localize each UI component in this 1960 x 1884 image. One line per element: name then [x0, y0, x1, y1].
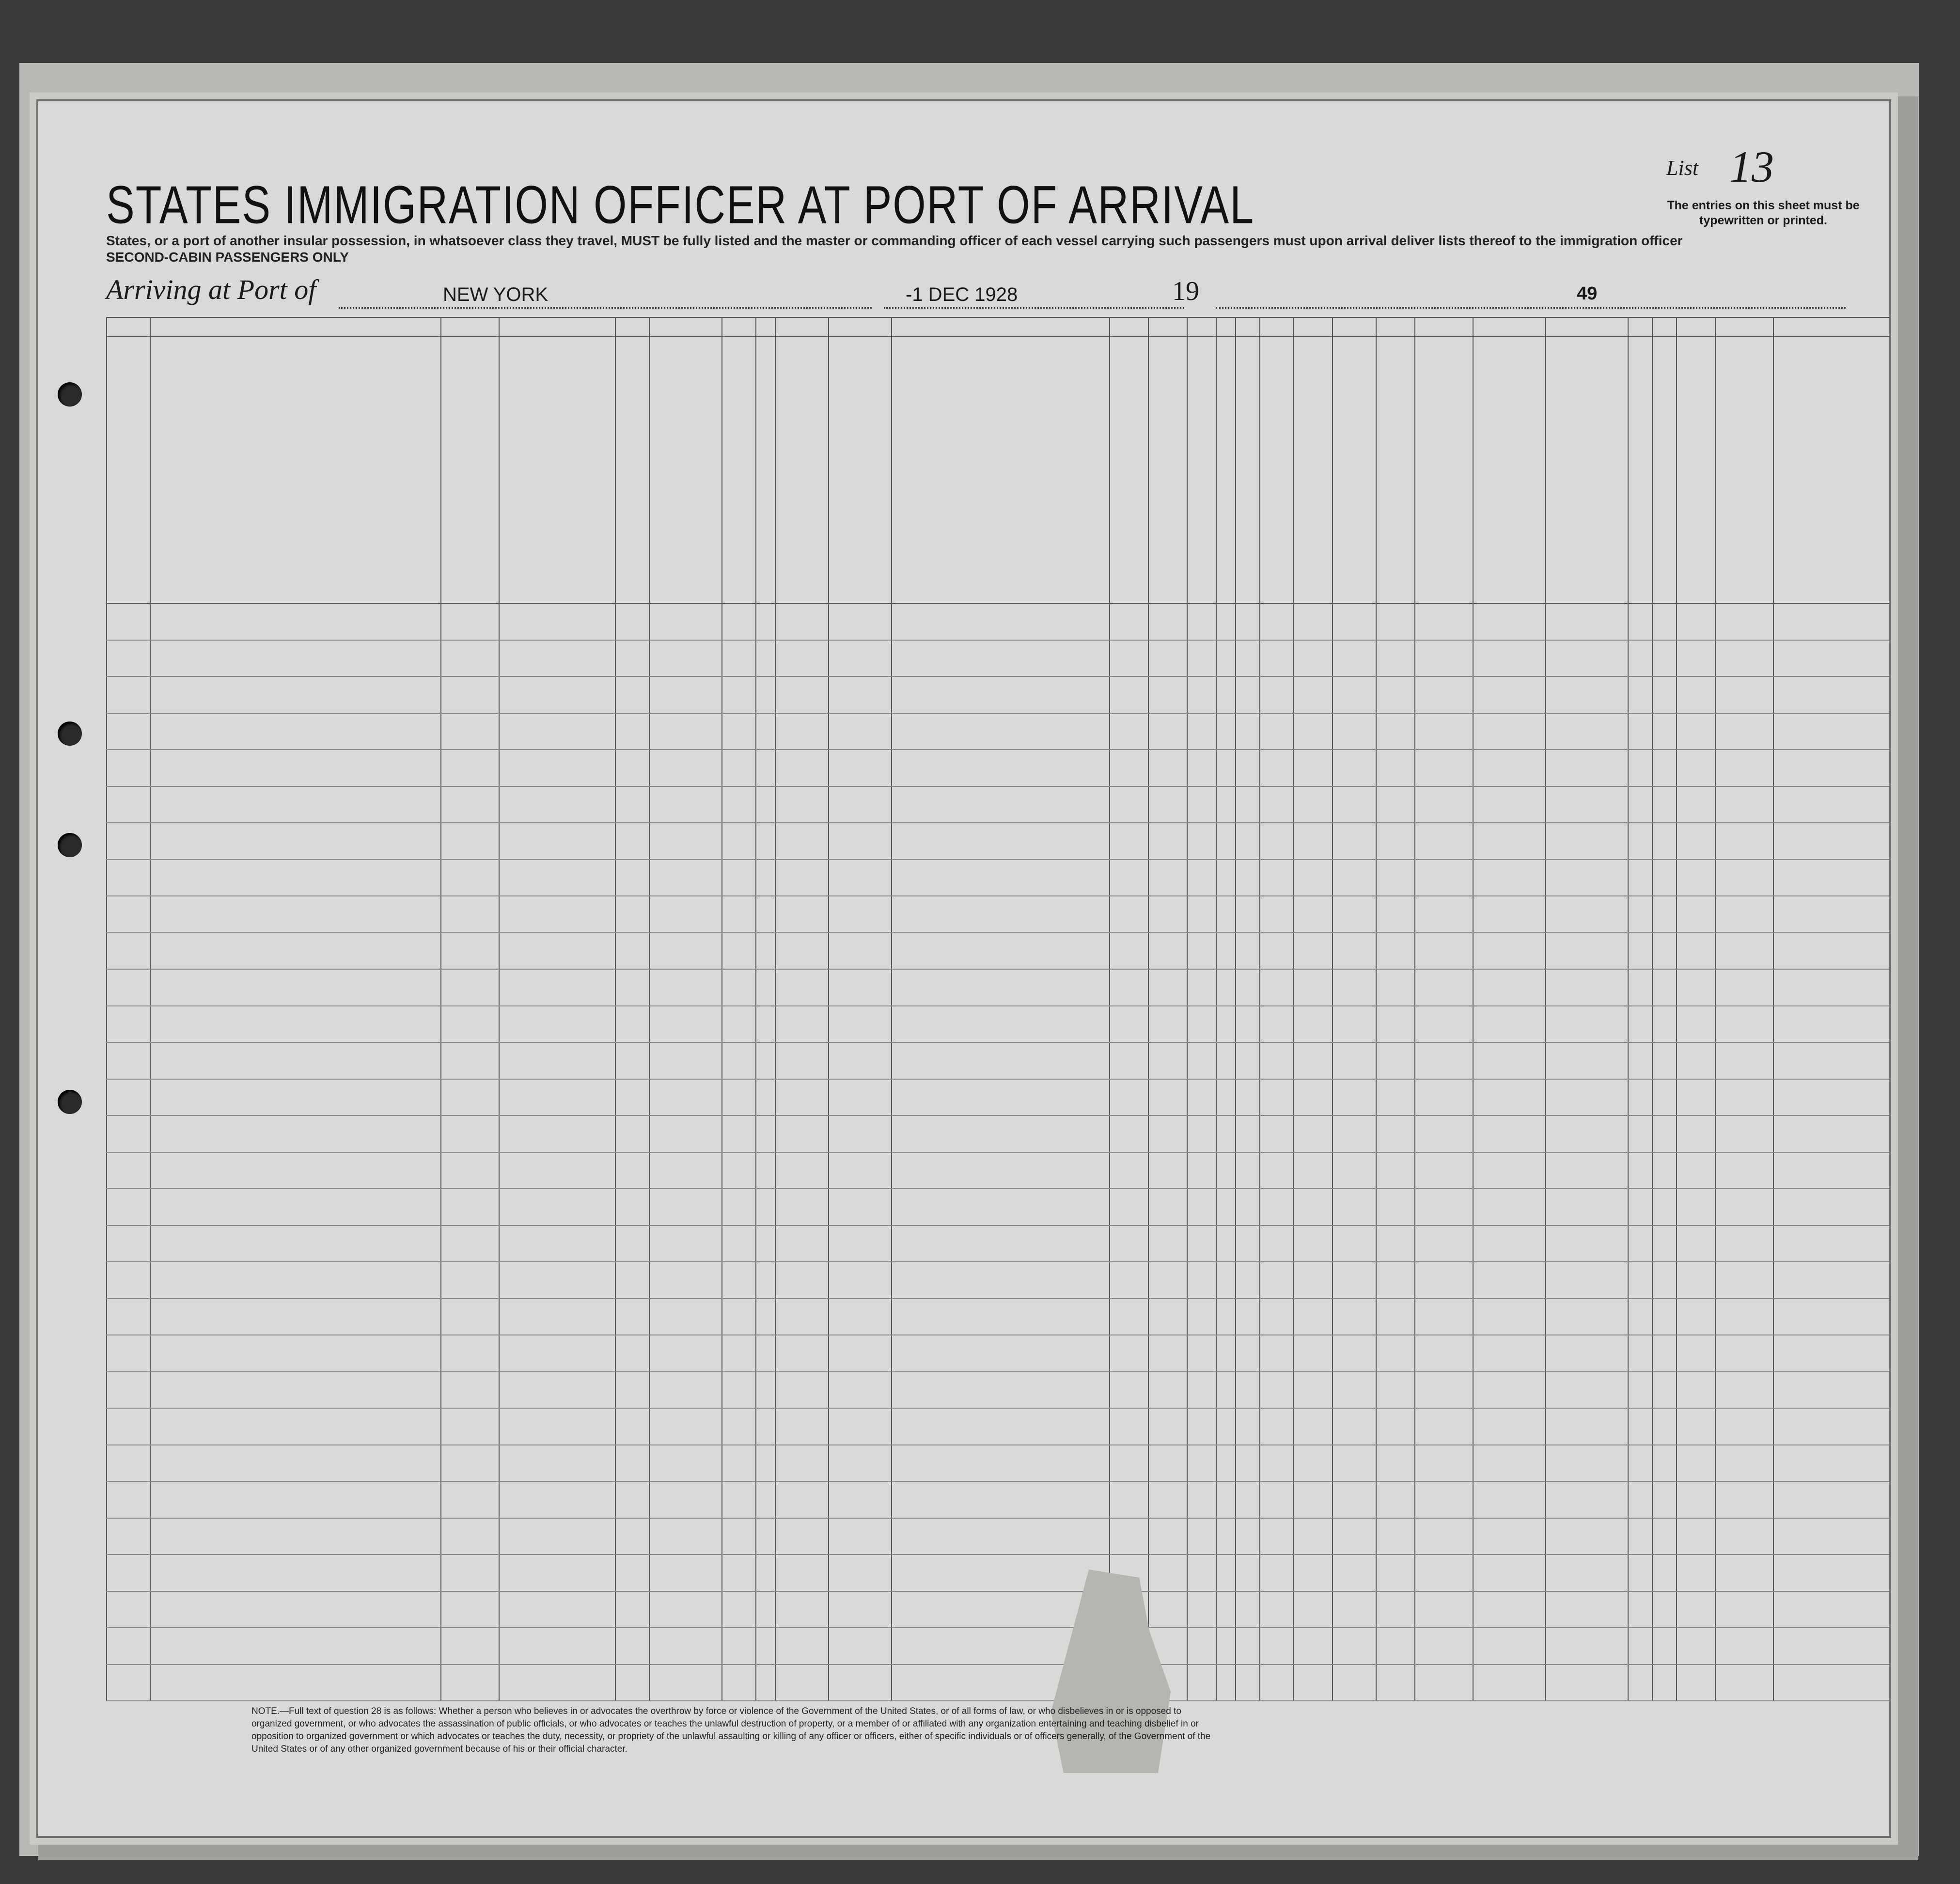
- arrival-date: -1 DEC 1928: [906, 284, 1018, 305]
- table-row-rule: [106, 1664, 1891, 1665]
- table-row-rule: [106, 1261, 1891, 1262]
- table-column-rule: [1332, 317, 1333, 1700]
- year-prefix: 19: [1172, 276, 1199, 306]
- table-column-rule: [1259, 317, 1260, 1700]
- table-row-rule: [106, 786, 1891, 787]
- table-column-rule: [150, 317, 151, 1700]
- table-row-rule: [106, 1518, 1891, 1519]
- table-row-rule: [106, 676, 1891, 677]
- punch-hole: [58, 833, 82, 857]
- table-row-rule: [106, 1152, 1891, 1153]
- table-row-rule: [106, 1700, 1891, 1701]
- class-note: SECOND-CABIN PASSENGERS ONLY: [106, 250, 349, 265]
- punch-hole: [58, 722, 82, 746]
- table-column-rule: [891, 317, 892, 1700]
- table-column-rule: [1376, 317, 1377, 1700]
- table-row-rule: [106, 1627, 1891, 1628]
- table-column-rule: [1235, 317, 1236, 1700]
- table-row-rule: [106, 822, 1891, 823]
- table-column-rule: [1148, 317, 1149, 1700]
- table-row-rule: [106, 1298, 1891, 1299]
- table-rule: [106, 317, 1891, 318]
- port-value: NEW YORK: [443, 284, 549, 305]
- list-number: 13: [1729, 142, 1774, 191]
- table-column-rule: [1293, 317, 1294, 1700]
- punch-hole: [58, 1090, 82, 1114]
- table-column-rule: [1652, 317, 1653, 1700]
- table-row-rule: [106, 1481, 1891, 1482]
- table-column-rule: [1545, 317, 1546, 1700]
- table-row-rule: [106, 1591, 1891, 1592]
- table-column-rule: [440, 317, 441, 1700]
- table-column-rule: [1628, 317, 1629, 1700]
- arriving-label: Arriving at Port of: [106, 274, 316, 305]
- table-column-rule: [1414, 317, 1415, 1700]
- table-row-rule: [106, 1554, 1891, 1555]
- table-row-rule: [106, 1005, 1891, 1006]
- table-column-rule: [499, 317, 500, 1700]
- table-column-rule: [775, 317, 776, 1700]
- table-column-rule: [1773, 317, 1774, 1700]
- table-row-rule: [106, 1115, 1891, 1116]
- year-stamp: 49: [1577, 283, 1598, 304]
- table-row-rule: [106, 749, 1891, 750]
- table-row-rule: [106, 1334, 1891, 1335]
- table-row-rule: [106, 859, 1891, 860]
- port-line: [339, 307, 872, 309]
- table-column-rule: [721, 317, 722, 1700]
- list-label: List: [1666, 156, 1699, 180]
- table-row-rule: [106, 895, 1891, 896]
- table-row-rule: [106, 932, 1891, 933]
- table-column-rule: [615, 317, 616, 1700]
- table-column-rule: [1715, 317, 1716, 1700]
- table-row-rule: [106, 1371, 1891, 1372]
- table-column-rule: [1473, 317, 1474, 1700]
- table-row-rule: [106, 1079, 1891, 1080]
- table-column-rule: [1216, 317, 1217, 1700]
- year-line: [1216, 307, 1846, 309]
- table-column-rule: [1109, 317, 1110, 1700]
- instructions-text: States, or a port of another insular possession, in whatsoever class they travel, MUST be fully listed and the master or commanding officer of each vessel carrying such passengers must upon arrival deliver lists thereof to the immigration officer: [106, 233, 1683, 248]
- table-rule: [106, 603, 1891, 604]
- table-column-rule: [106, 317, 107, 1700]
- table-row-rule: [106, 1408, 1891, 1409]
- punch-hole: [58, 382, 82, 407]
- table-rule: [106, 336, 1891, 337]
- manifest-sheet: [36, 99, 1891, 1838]
- table-column-rule: [1187, 317, 1188, 1700]
- table-row-rule: [106, 713, 1891, 714]
- date-line: [884, 307, 1184, 309]
- table-column-rule: [649, 317, 650, 1700]
- table-column-rule: [1676, 317, 1677, 1700]
- table-row-rule: [106, 1225, 1891, 1226]
- table-row-rule: [106, 969, 1891, 970]
- footnote: NOTE.—Full text of question 28 is as follows: Whether a person who believes in or advocates the overthrow by force or violence of the Government of the United States, or of all forms of law, or who disbelieves in or is opposed to organized government, or who advocates the assassination of public officials, or who advocates or teaches the unlawful destruction of property, or a member of or affiliated with any organization entertaining and teaching disbelief in or opposition to organized government or which advocates or teaches the duty, necessity, or propriety of the unlawful assaulting or killing of any officer or officers, either of specific individuals or of officers generally, of the Government of the United States or of any other organized government because of his or their official character.: [251, 1706, 1211, 1754]
- table-column-rule: [828, 317, 829, 1700]
- table-row-rule: [106, 1042, 1891, 1043]
- table-row-rule: [106, 640, 1891, 641]
- table-column-rule: [755, 317, 756, 1700]
- page-title: STATES IMMIGRATION OFFICER AT PORT OF ARRIVAL: [106, 174, 1255, 235]
- typed-note: The entries on this sheet must be typewritten or printed.: [1667, 199, 1860, 227]
- table-row-rule: [106, 1444, 1891, 1445]
- table-row-rule: [106, 1188, 1891, 1189]
